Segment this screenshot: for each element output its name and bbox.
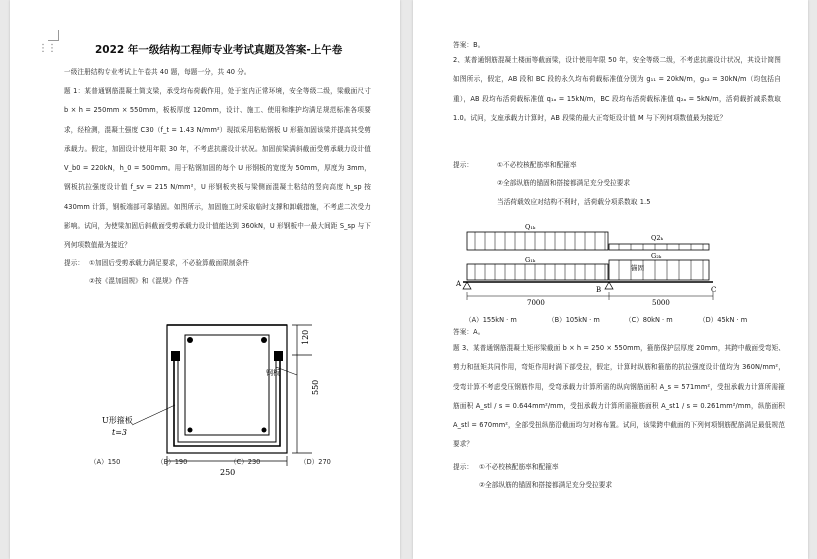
hint-2-3: 当活荷载效应对结构不利时，活荷载分项系数取 1.5 [497, 198, 651, 206]
load-q2k-label: Q2ₖ [651, 234, 663, 242]
rebar-dot [188, 428, 193, 433]
hint-label-3: 提示： [453, 463, 474, 471]
hint-3-1: ①不必校核配筋率和配箍率 [479, 463, 559, 471]
dim-250-label: 250 [220, 468, 236, 477]
span-1-label: 7000 [527, 299, 545, 307]
document-page-left [10, 0, 400, 559]
hint-2: ②按《混加固规》和《混规》作答 [89, 277, 189, 285]
rebar-dot [262, 428, 267, 433]
page-title: 2022 年一级结构工程师专业考试真题及答案-上午卷 [95, 44, 343, 56]
beam-section-figure [72, 315, 342, 477]
hint-label: 提示： [64, 259, 85, 267]
point-b-label: B [596, 286, 602, 294]
question-1-text: 题 1：某普通钢筋混凝土简支梁，承受均布荷载作用，处于室内正常环境，安全等级二级，梁截面尺寸 b × h = 250mm × 550mm，板板厚度 120mm，设计、施工、使用和维护均满足规范标准各项要求，经检测，混凝土强度 C30（f_t = 1.43 N/mm²）现拟采用粘贴钢板 U 形箍加固该梁并提高其受剪承载力。假定，加固设计使用年限 30 年，不考虑抗震设计状况。加固前梁满斜截面受剪承载力设计值 V_b0 = 220kN，h_0 = 500mm。用于粘钢加固的每个 U 形钢板的宽度为 50mm，厚度为 3mm，钢板抗拉强度设计值 f_sv = 215 N/mm²，U 形钢板夹板与梁侧面混凝土粘结的竖向高度 h_sp 按 430mm 计算，钢板端部可靠锚固。如图所示，加固施工时采取临时支撑和卸载措施，不考虑二次受力影响。试问，为使梁加固后斜截面受剪承载力设计值能达到 360kN，U 形钢板中一最大间距 S_sp 与下列何项数值最为接近？ [64, 87, 371, 250]
dim-550-label: 550 [311, 379, 320, 395]
fixed-label: 锚固 [631, 264, 644, 272]
point-c-label: C [711, 286, 717, 294]
hint-label-2: 提示： [453, 161, 474, 169]
answer-2: 答案：A。 [453, 328, 485, 336]
option-c[interactable]: （C）230 [230, 458, 261, 466]
hint-2-1: ①不必校核配筋率和配箍率 [497, 161, 577, 169]
document-page-right [413, 0, 808, 559]
option-2a[interactable]: （A）155kN · m [465, 316, 517, 324]
steel-plate-label: 钢板 [266, 369, 280, 377]
option-b[interactable]: （B）190 [157, 458, 188, 466]
rebar-dot [187, 337, 193, 343]
question-2-text: 2、某普通钢筋混凝土楼面等截面梁，设计使用年限 50 年，安全等级二级，不考虑抗震设计状况，其设计简图如图所示，假定，AB 段和 BC 段的永久均布荷载标准值分别为 g₁₁ = 20kN/m，g₁₂ = 30kN/m（均包括自重），AB 段均布活荷载标准值 q₁ₐ = 15kN/m，BC 段均布活荷载标准值 q₂ₐ = 5kN/m，活荷载折减系数取 1.0。试问，支座承载力计算时，AB 段梁的最大正弯矩设计值 M 与下列何项数值最为接近？ [453, 56, 781, 122]
option-2c[interactable]: （C）80kN · m [625, 316, 673, 324]
hint-3-2: ②全部纵筋的锚固和搭接都满足充分受拉要求 [479, 481, 613, 489]
dim-120-label: 120 [301, 329, 310, 345]
load-q1k-label: Q₁ₖ [525, 223, 536, 231]
option-a[interactable]: （A）150 [90, 458, 121, 466]
anchor-block [171, 351, 180, 361]
load-g2k-label: G₂ₖ [651, 252, 662, 260]
option-2b[interactable]: （B）105kN · m [548, 316, 600, 324]
hint-2-2: ②全部纵筋的锚固和搭接都满足充分受拉要求 [497, 179, 631, 187]
option-2d[interactable]: （D）45kN · m [699, 316, 748, 324]
answer-1: 答案：B。 [453, 41, 485, 49]
drag-handle-icon[interactable]: ⋮⋮ [38, 43, 56, 54]
thickness-label: t=3 [112, 428, 128, 437]
load-g1k-label: G₁ₖ [525, 256, 536, 264]
point-a-label: A [456, 280, 462, 288]
rebar-dot [261, 337, 267, 343]
support-a [463, 282, 471, 289]
support-b [605, 282, 613, 289]
u-plate-label: U形箍板 [102, 416, 133, 425]
margin-corner-mark [48, 30, 59, 41]
intro-text: 一级注册结构专业考试上午卷共 40 题，每题一分，共 40 分。 [64, 68, 251, 76]
span-2-label: 5000 [652, 299, 670, 307]
anchor-block [274, 351, 283, 361]
option-d[interactable]: （D）270 [300, 458, 331, 466]
beam-load-diagram [456, 220, 731, 308]
question-3-text: 题 3、某普通钢筋混凝土矩形梁截面 b × h = 250 × 550mm，箍筋保护层厚度 20mm，其跨中截面受弯矩、剪力和扭矩共同作用，弯矩作用时满下部受拉，假定，计算时纵筋和箍筋的抗拉强度设计值均为 360N/mm²，受弯计算不考虑受压钢筋作用，受弯承载力计算所需的纵向钢筋面积 A_s = 571mm²，受扭承载力计算所需箍筋面积 A_stl / s = 0.644mm²/mm，受扭承载力计算所需箍筋面积 A_st1 / s = 0.261mm²/mm，纵筋面积 A_stl = 670mm²，全部受扭纵筋沿截面均匀对称布置。试问，该梁跨中截面的下列何项钢筋配筋满足最低规范要求？ [453, 344, 785, 449]
hint-1: ①加固后受剪承载力满足要求，不必验算截面限制条件 [89, 259, 249, 267]
